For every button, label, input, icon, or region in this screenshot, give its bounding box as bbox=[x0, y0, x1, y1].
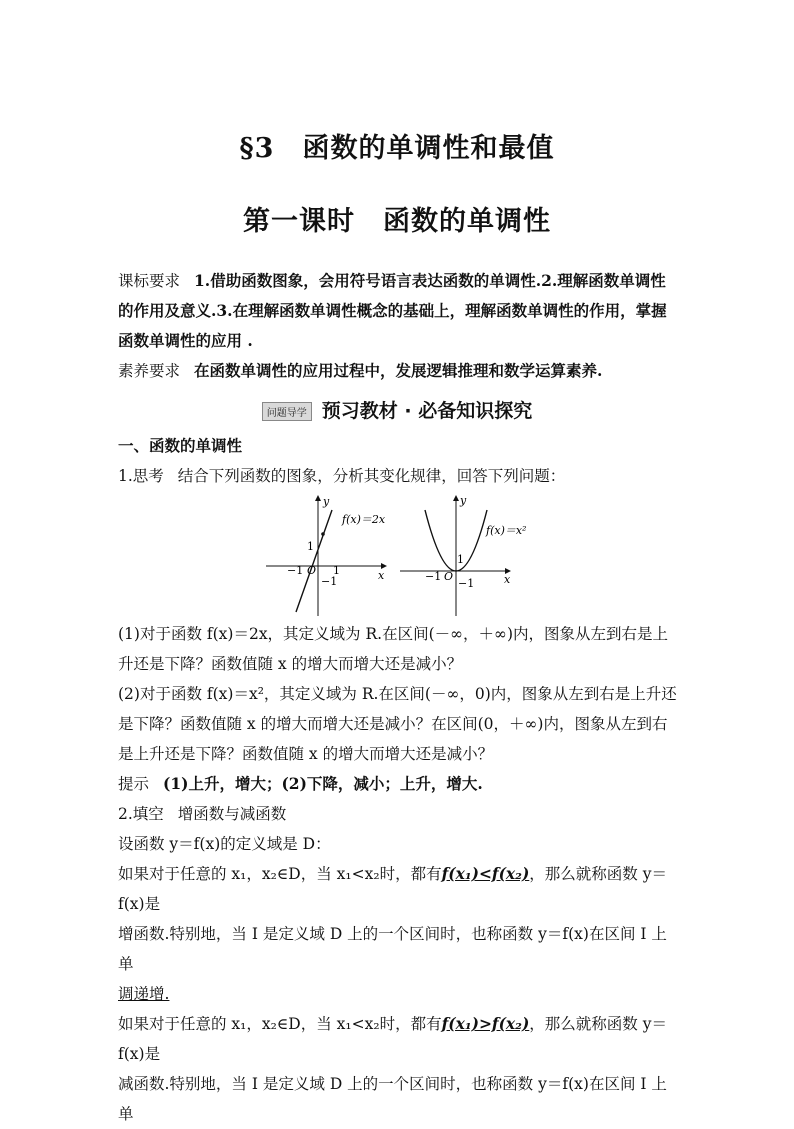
y-axis-label: y bbox=[460, 494, 467, 507]
tick-neg1-x: −1 bbox=[425, 570, 442, 583]
decreasing-blank: f(x₁)>f(x₂) bbox=[441, 1014, 530, 1033]
quadratic-function-graph bbox=[398, 492, 527, 620]
section-banner bbox=[0, 396, 794, 423]
x-axis-label: x bbox=[504, 573, 511, 586]
think-block bbox=[118, 431, 678, 491]
literacy-label: 素养要求 bbox=[118, 362, 181, 380]
literacy-line: 素养要求 在函数单调性的应用过程中，发展逻辑推理和数学运算素养. bbox=[118, 361, 603, 380]
fill-label: 2.填空 bbox=[118, 805, 164, 823]
q2-line-2: 是下降？函数值随 x 的增大而增大还是减小？在区间(0，＋∞)内，图象从左到右 bbox=[118, 715, 668, 733]
increasing-line-2: 增函数.特别地，当 I 是定义域 D 上的一个区间时，也称函数 y＝f(x)在区间 I 上单 bbox=[118, 925, 667, 973]
label-x-squared: f(x)＝x² bbox=[486, 524, 527, 537]
q2-line-3: 是上升还是下降？函数值随 x 的增大而增大还是减小？ bbox=[118, 745, 494, 763]
banner-tag: 问题导学 bbox=[262, 402, 312, 421]
curriculum-label: 课标要求 bbox=[118, 272, 181, 290]
origin-label: O bbox=[307, 564, 317, 577]
q2-line-1: (2)对于函数 f(x)＝x²，其定义域为 R.在区间(－∞，0)内，图象从左到右是上升还 bbox=[118, 685, 677, 703]
curriculum-line-1: 课标要求 1.借助函数图象，会用符号语言表达函数的单调性.2.理解函数单调性 bbox=[118, 271, 666, 290]
linear-function-graph bbox=[262, 492, 392, 620]
decreasing-line-1: 如果对于任意的 x₁，x₂∈D，当 x₁<x₂时，都有f(x₁)>f(x₂)，那么就称函数 y＝f(x)是 bbox=[118, 1014, 667, 1063]
tick-pos1-x: 1 bbox=[333, 564, 340, 577]
curriculum-line-3: 函数单调性的应用 . bbox=[118, 331, 253, 350]
questions-block bbox=[118, 619, 678, 1129]
tick-pos1-y: 1 bbox=[307, 540, 314, 553]
section-title: §3 函数的单调性和最值 bbox=[239, 133, 555, 164]
increasing-line-1: 如果对于任意的 x₁，x₂∈D，当 x₁<x₂时，都有f(x₁)<f(x₂)，那么就称函数 y＝f(x)是 bbox=[118, 864, 667, 913]
x-axis-label: x bbox=[378, 569, 385, 582]
banner-title: 预习教材 · 必备知识探究 bbox=[321, 400, 533, 422]
think-line: 1.思考 结合下列函数的图象，分析其变化规律，回答下列问题： bbox=[118, 467, 566, 485]
hint-line: 提示 (1)上升，增大；(2)下降，减小；上升，增大. bbox=[118, 774, 483, 793]
q1-line-2: 升还是下降？函数值随 x 的增大而增大还是减小？ bbox=[118, 655, 463, 673]
line-2x bbox=[296, 510, 332, 612]
y-axis-label: y bbox=[323, 495, 330, 508]
decreasing-line-2: 减函数.特别地，当 I 是定义域 D 上的一个区间时，也称函数 y＝f(x)在区间 I 上单 bbox=[118, 1075, 667, 1123]
origin-label: O bbox=[444, 570, 454, 583]
label-2x: f(x)＝2x bbox=[342, 513, 386, 526]
tick-neg1-x: −1 bbox=[287, 564, 304, 577]
hint-label: 提示 bbox=[118, 775, 150, 793]
curriculum-block bbox=[118, 266, 678, 386]
tick-pos1-y: 1 bbox=[457, 553, 464, 566]
think-label: 1.思考 bbox=[118, 467, 164, 485]
increasing-blank: f(x₁)<f(x₂) bbox=[441, 864, 530, 883]
tick-neg1-y: −1 bbox=[458, 577, 475, 590]
increasing-line-3: 调递增. bbox=[118, 985, 170, 1003]
setup-line: 设函数 y＝f(x)的定义域是 D： bbox=[118, 835, 331, 853]
fill-line: 2.填空 增函数与减函数 bbox=[118, 805, 287, 823]
lesson-title: 第一课时 函数的单调性 bbox=[243, 206, 551, 237]
point-marker bbox=[321, 532, 325, 536]
curriculum-line-2: 的作用及意义.3.在理解函数单调性概念的基础上，理解函数单调性的作用，掌握 bbox=[118, 301, 667, 320]
heading-monotonicity: 一、函数的单调性 bbox=[118, 436, 243, 455]
q1-line-1: (1)对于函数 f(x)＝2x，其定义域为 R.在区间(－∞，＋∞)内，图象从左到右是上 bbox=[118, 625, 669, 643]
tick-neg1-y: −1 bbox=[321, 575, 338, 588]
